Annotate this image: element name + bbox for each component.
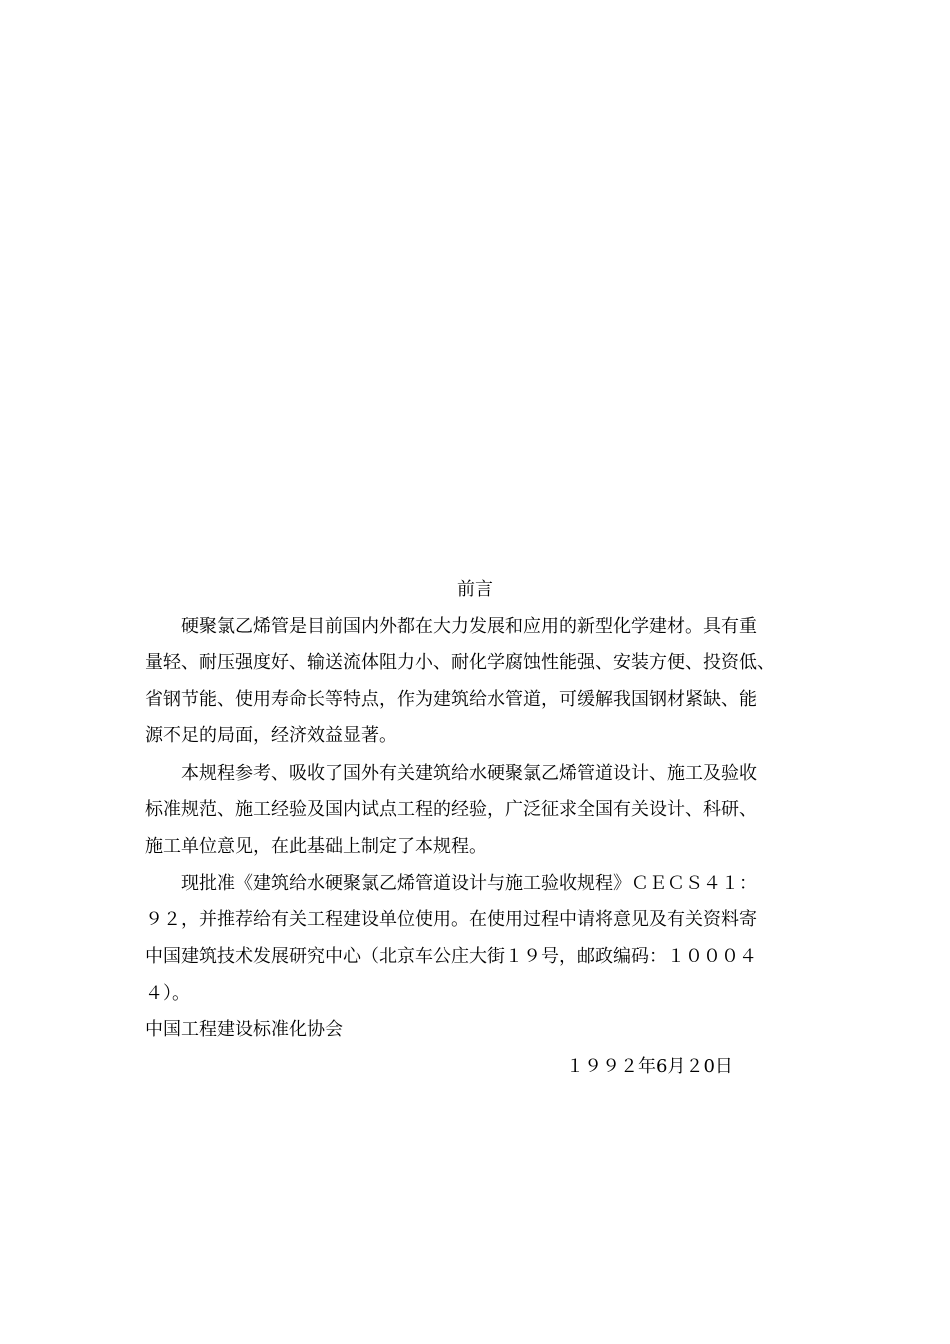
paragraph-1-line-1: 硬聚氯乙烯管是目前国内外都在大力发展和应用的新型化学建材。具有重	[181, 616, 757, 637]
paragraph-2-line-1: 本规程参考、吸收了国外有关建筑给水硬聚氯乙烯管道设计、施工及验收	[181, 763, 757, 784]
paragraph-1-line-2: 量轻、耐压强度好、输送流体阻力小、耐化学腐蚀性能强、安装方便、投资低、	[145, 652, 775, 673]
paragraph-1-line-3: 省钢节能、使用寿命长等特点，作为建筑给水管道，可缓解我国钢材紧缺、能	[145, 689, 757, 710]
paragraph-3-line-3: 中国建筑技术发展研究中心（北京车公庄大街１９号，邮政编码：１０００４	[145, 946, 757, 967]
paragraph-2-line-2: 标准规范、施工经验及国内试点工程的经验，广泛征求全国有关设计、科研、	[145, 799, 757, 820]
issue-date: １９９２年6月２0日	[566, 1056, 733, 1077]
preface-title: 前言	[457, 579, 493, 600]
paragraph-2-line-3: 施工单位意见，在此基础上制定了本规程。	[145, 836, 487, 857]
paragraph-3-line-4: ４）。	[145, 983, 190, 1004]
paragraph-1-line-4: 源不足的局面，经济效益显著。	[145, 725, 397, 746]
paragraph-3-line-1: 现批准《建筑给水硬聚氯乙烯管道设计与施工验收规程》ＣＥＣＳ４１：	[181, 873, 757, 894]
paragraph-3-line-2: ９２，并推荐给有关工程建设单位使用。在使用过程中请将意见及有关资料寄	[145, 909, 757, 930]
issuer: 中国工程建设标准化协会	[145, 1019, 343, 1040]
